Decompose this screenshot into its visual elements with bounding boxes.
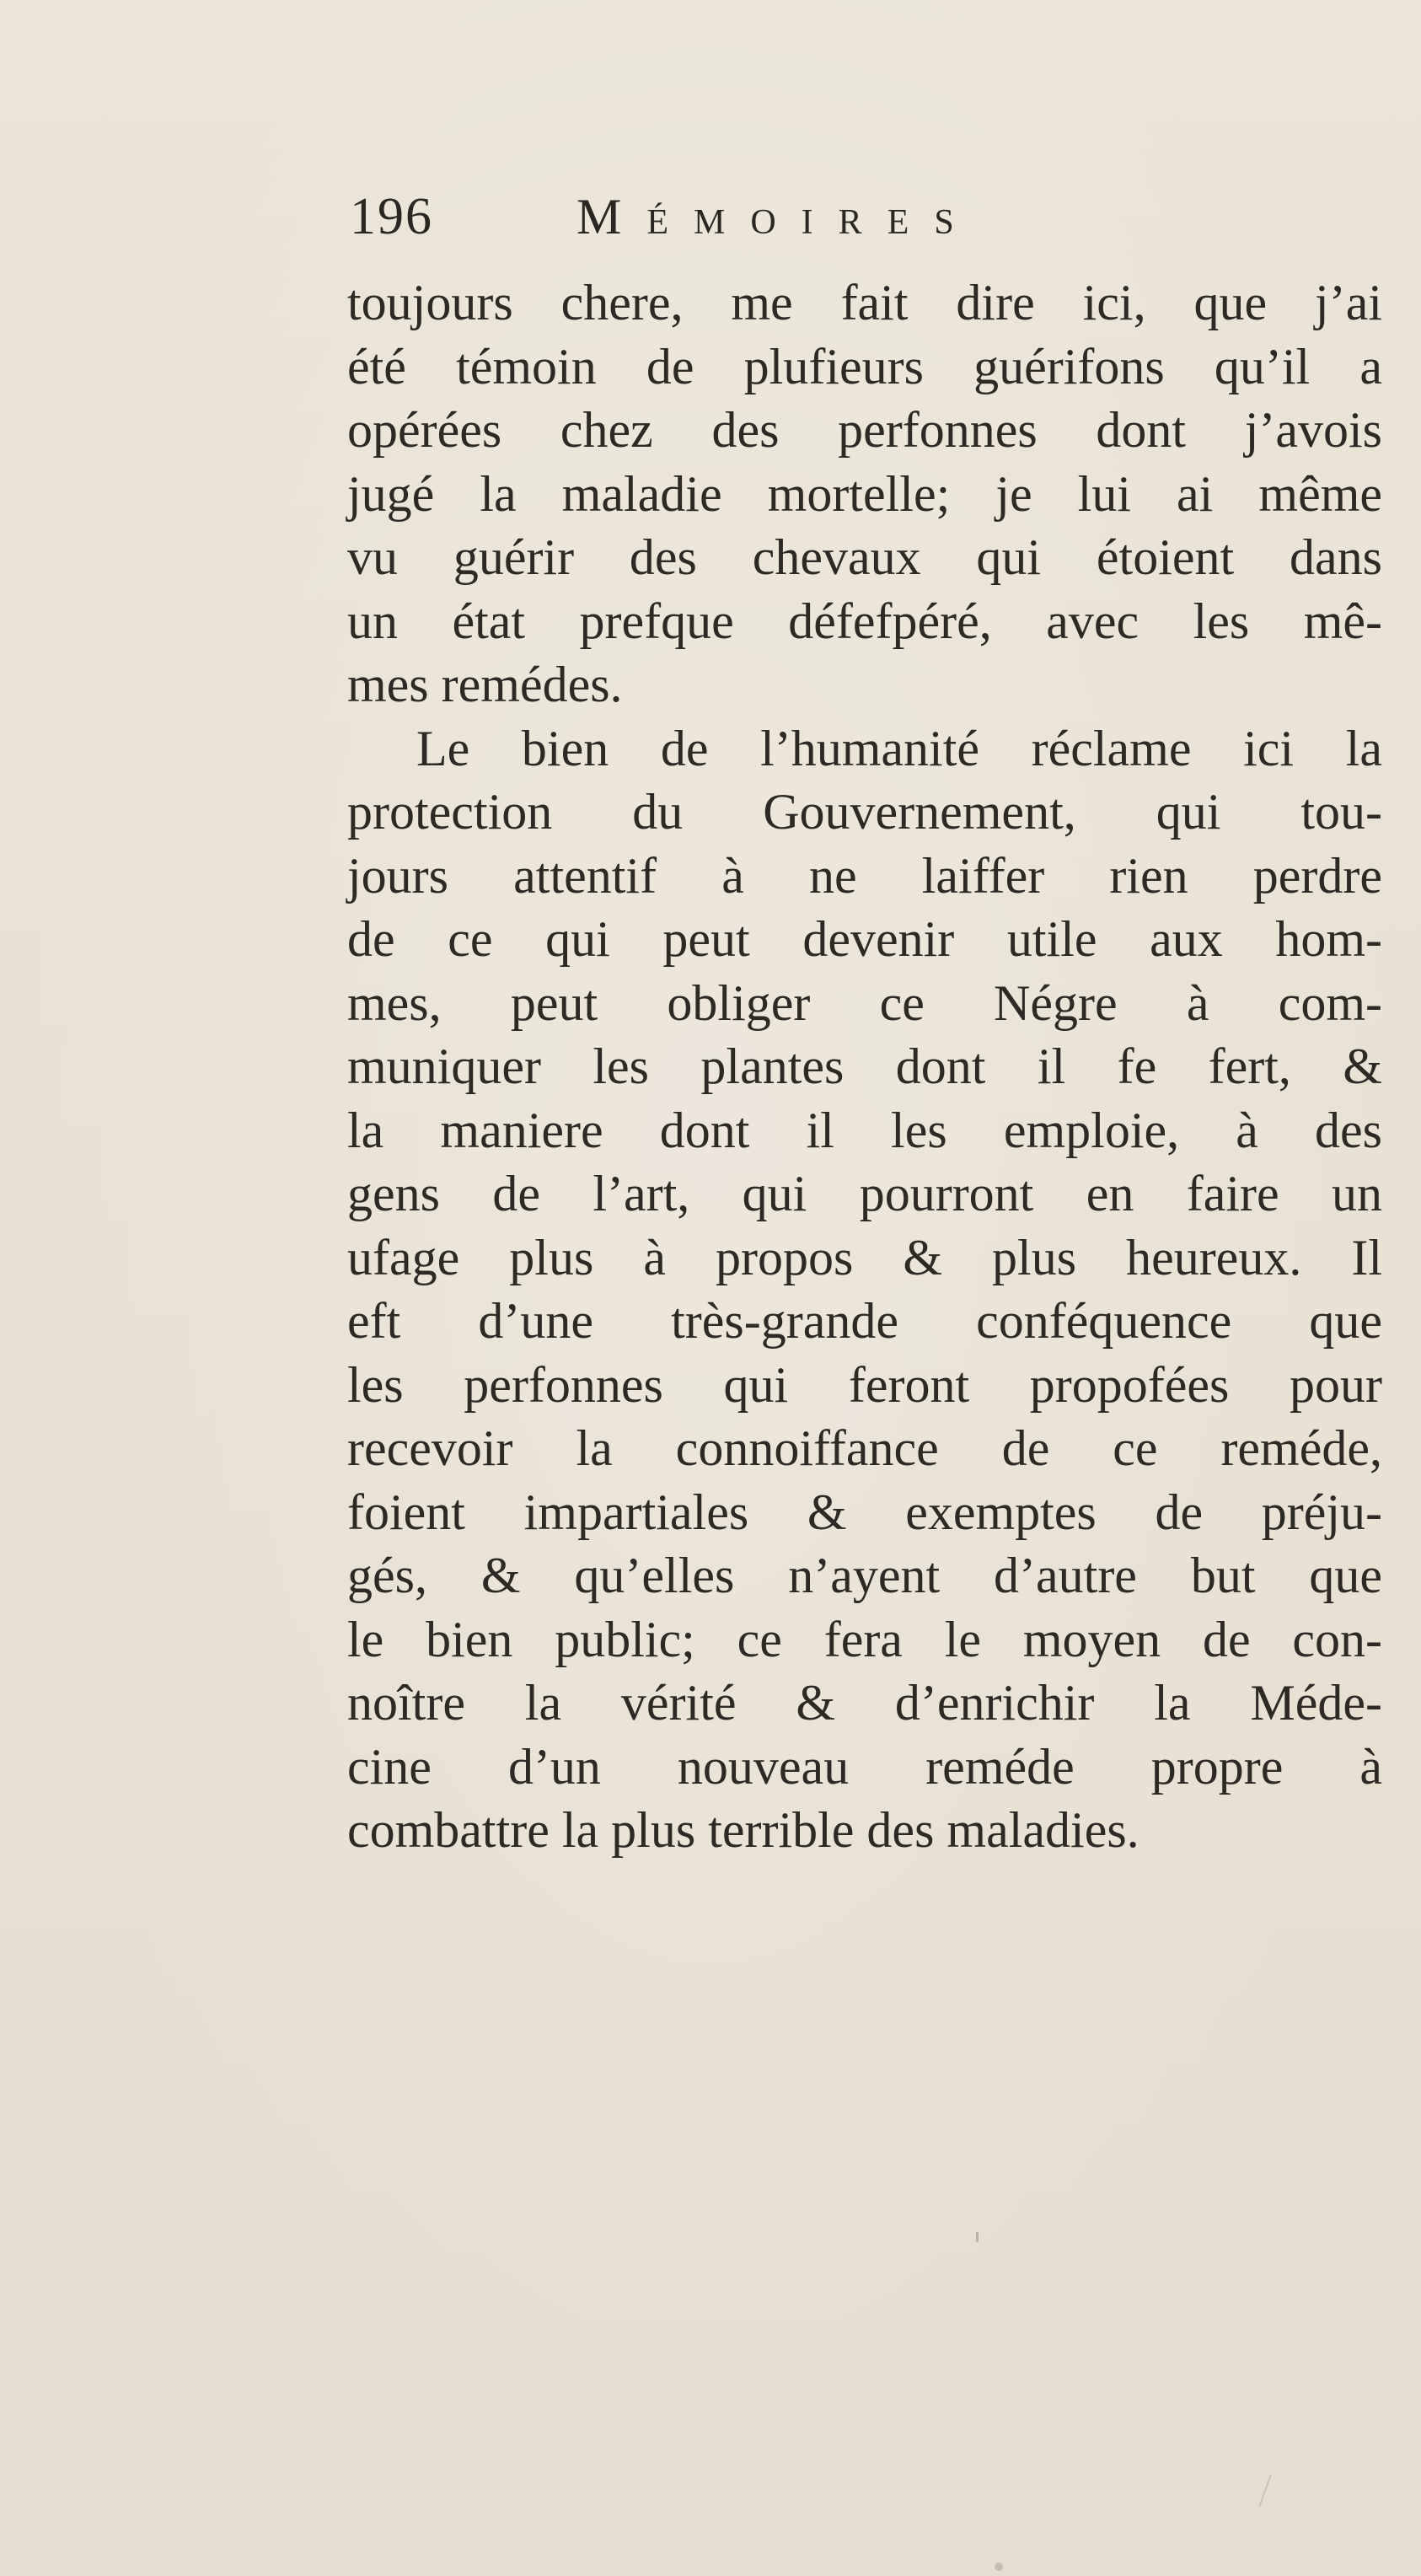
running-title: Mémoires <box>576 189 979 244</box>
text-line: les perfonnes qui feront propofées pour <box>347 1356 1382 1413</box>
paragraph-end-line: mes remédes. <box>347 657 623 712</box>
text-line: jours attentif à ne laiffer rien perdre <box>347 847 1382 904</box>
text-line: de ce qui peut devenir utile aux hom- <box>347 911 1382 967</box>
ink-speck <box>976 2232 979 2242</box>
page-number: 196 <box>350 188 433 245</box>
text-line: jugé la maladie mortelle; je lui ai même <box>347 465 1382 522</box>
text-line: protection du Gouvernement, qui tou- <box>347 784 1382 840</box>
text-line: toujours chere, me fait dire ici, que j’ai <box>347 275 1382 330</box>
paper-mark <box>1258 2475 1272 2507</box>
text-line: gens de l’art, qui pourront en faire un <box>347 1166 1382 1221</box>
text-line: cine d’un nouveau reméde propre à <box>347 1738 1382 1795</box>
paragraph-start-line: Le bien de l’humanité réclame ici la <box>416 720 1382 776</box>
text-line: foient impartiales & exemptes de préju- <box>347 1484 1382 1540</box>
running-head <box>350 187 979 255</box>
text-line: mes, peut obliger ce Négre à com- <box>347 974 1382 1031</box>
ink-speck <box>995 2563 1003 2571</box>
text-line: noître la vérité & d’enrichir la Méde- <box>347 1675 1382 1731</box>
text-line: la maniere dont il les emploie, à des <box>347 1102 1382 1158</box>
text-line: ufage plus à propos & plus heureux. Il <box>347 1229 1382 1285</box>
text-line: été témoin de plufieurs guérifons qu’il a <box>347 338 1382 394</box>
text-line: opérées chez des perfonnes dont j’avois <box>347 402 1382 458</box>
text-line: un état prefque défefpéré, avec les mê- <box>347 593 1382 649</box>
text-line: gés, & qu’elles n’ayent d’autre but que <box>347 1548 1382 1603</box>
text-line: vu guérir des chevaux qui étoient dans <box>347 529 1382 585</box>
text-line: muniquer les plantes dont il fe fert, & <box>347 1038 1382 1094</box>
text-line: eft d’une très-grande conféquence que <box>347 1293 1382 1349</box>
text-line: le bien public; ce fera le moyen de con- <box>347 1611 1382 1667</box>
text-line: recevoir la connoiffance de ce reméde, <box>347 1420 1382 1476</box>
paragraph-end-line: combattre la plus terrible des maladies. <box>347 1802 1139 1858</box>
body-text <box>347 271 1382 1863</box>
